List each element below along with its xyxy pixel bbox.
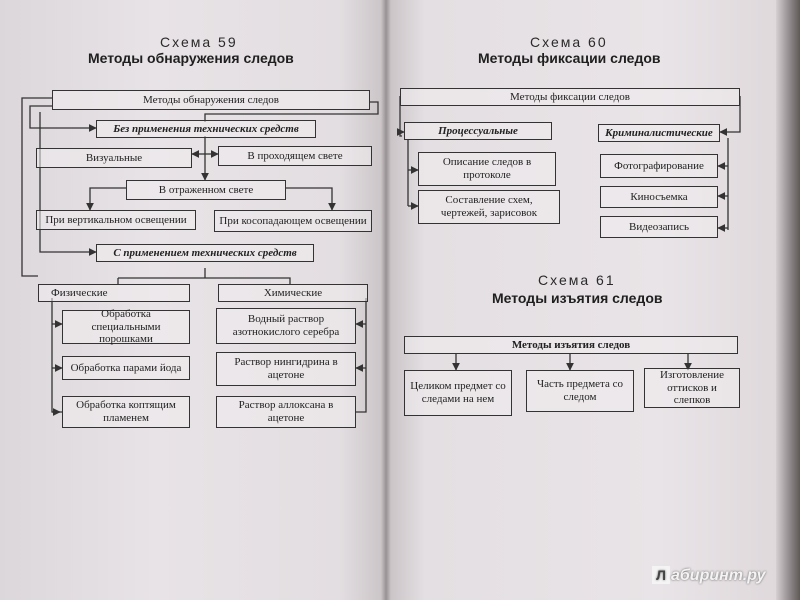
scheme-61-title: Методы изъятия следов bbox=[492, 290, 663, 306]
s59-visual: Визуальные bbox=[36, 148, 192, 168]
s60-photo: Фотографирование bbox=[600, 154, 718, 178]
s59-with-tech: С применением технических средств bbox=[96, 244, 314, 262]
labirint-logo-icon: Л bbox=[652, 566, 670, 584]
s59-transmitted: В проходящем свете bbox=[218, 146, 372, 166]
s59-vertical: При вертикальном освещении bbox=[36, 210, 196, 230]
s61-casts: Изготовление оттисков и слепков bbox=[644, 368, 740, 408]
scheme-59-title: Методы обнаружения следов bbox=[88, 50, 294, 66]
s60-protocol: Описание следов в протоколе bbox=[418, 152, 556, 186]
book-gutter bbox=[381, 0, 391, 600]
book-edge bbox=[776, 0, 800, 600]
s59-oblique: При косопадающем освещении bbox=[214, 210, 372, 232]
s60-film: Киносъемка bbox=[600, 186, 718, 208]
s60-video: Видеозапись bbox=[600, 216, 718, 238]
scheme-60-title: Методы фиксации следов bbox=[478, 50, 661, 66]
labirint-watermark bbox=[652, 566, 766, 585]
s60-root: Методы фиксации следов bbox=[400, 88, 740, 106]
s59-chemical: Химические bbox=[218, 284, 368, 302]
s59-no-tech: Без применения технических средств bbox=[96, 120, 316, 138]
s59-soot: Обработка коптящим пламенем bbox=[62, 396, 190, 428]
s59-iodine: Обработка парами йода bbox=[62, 356, 190, 380]
scheme-59-label: Схема 59 bbox=[160, 34, 238, 50]
s59-alloxan: Раствор аллоксана в ацетоне bbox=[216, 396, 356, 428]
s59-root: Методы обнаружения следов bbox=[52, 90, 370, 110]
s60-forensic: Криминалистические bbox=[598, 124, 720, 142]
s60-procedural: Процессуальные bbox=[404, 122, 552, 140]
s59-powders: Обработка специальными порошками bbox=[62, 310, 190, 344]
s59-silver: Водный раствор азотнокислого серебра bbox=[216, 308, 356, 344]
s61-root: Методы изъятия следов bbox=[404, 336, 738, 354]
s61-part: Часть предмета со следом bbox=[526, 370, 634, 412]
scheme-61-label: Схема 61 bbox=[538, 272, 616, 288]
labirint-text: абиринт.ру bbox=[671, 567, 766, 584]
s60-drawings: Составление схем, чертежей, зарисовок bbox=[418, 190, 560, 224]
s59-reflected: В отраженном свете bbox=[126, 180, 286, 200]
s61-whole: Целиком предмет со следами на нем bbox=[404, 370, 512, 416]
s59-physical: Физические bbox=[38, 284, 190, 302]
scheme-60-label: Схема 60 bbox=[530, 34, 608, 50]
s59-ninhydrin: Раствор нингидрина в ацетоне bbox=[216, 352, 356, 386]
